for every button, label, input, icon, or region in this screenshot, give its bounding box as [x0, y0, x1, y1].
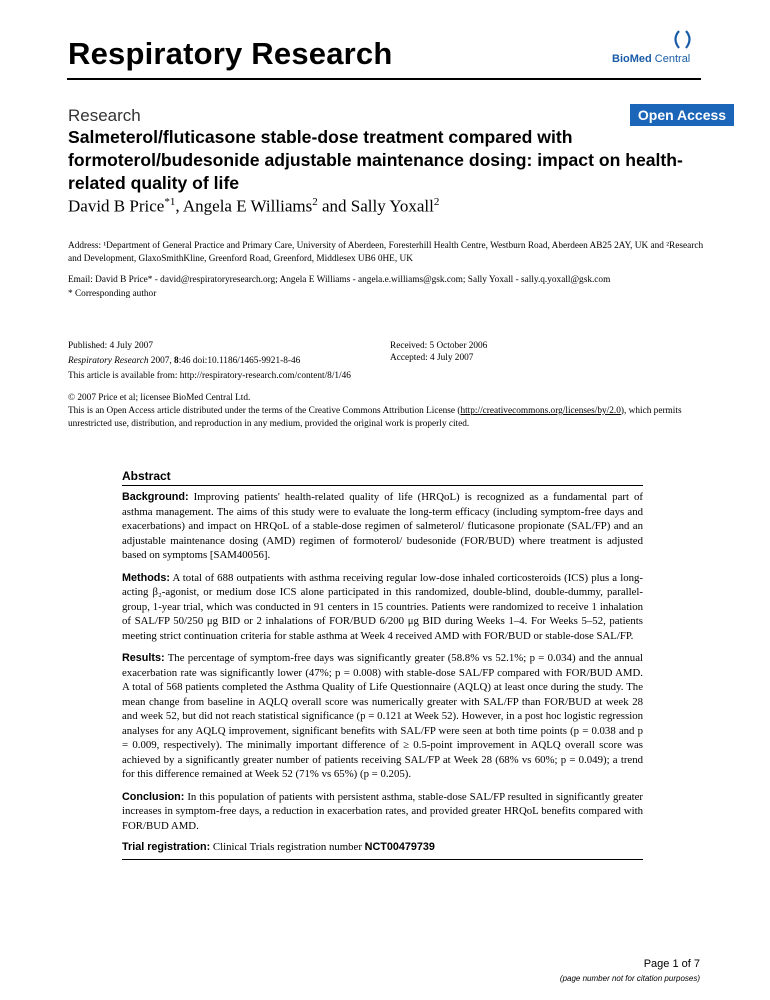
author-name[interactable]: Sally Yoxall — [350, 196, 434, 216]
citation-volume: 8 — [174, 356, 179, 366]
abstract-conclusion — [122, 790, 643, 834]
corresponding-author-note: * Corresponding author — [68, 289, 157, 299]
license-block — [68, 392, 708, 431]
license-text — [68, 405, 708, 431]
license-text-post: ), which permits unrestricted use, distribution, and reproduction in any medium, provided the original work is properly cited. — [68, 406, 682, 429]
author-separator: and — [317, 196, 351, 216]
abstract-background — [122, 490, 643, 563]
publisher-name — [612, 53, 690, 65]
accepted-date: Accepted: 4 July 2007 — [390, 353, 474, 363]
page-number-note: (page number not for citation purposes) — [559, 974, 700, 983]
citation-year: 2007, — [148, 356, 175, 366]
abstract-results — [122, 651, 643, 782]
publisher-biomed: BioMed — [612, 53, 652, 65]
publisher-central: Central — [651, 53, 691, 65]
author-name[interactable]: Angela E Williams — [182, 196, 313, 216]
citation-journal: Respiratory Research — [68, 356, 149, 366]
license-link[interactable]: http://creativecommons.org/licenses/by/2.0 — [460, 406, 621, 416]
masthead-divider — [67, 78, 701, 80]
open-access-badge[interactable]: Open Access — [630, 104, 734, 126]
journal-title: Respiratory Research — [68, 36, 393, 71]
conclusion-label: Conclusion: — [122, 790, 185, 803]
published-date: Published: 4 July 2007 — [68, 341, 153, 351]
methods-text: A total of 688 outpatients with asthma receiving regular low-dose inhaled corticosteroids (ICS) plus a long-acting β₂-agonist, or medium dose ICS alone participated in this randomized, double-blind, double-dummy, parallel-group, 1-year trial, which was conducted in 91 centers in 15 countries. Patients were randomized to receive 1 inhalation of SAL/FP 50/250 μg BID or 2 inhalations of FOR/BUD 6/200 μg BID during Weeks 1–4. For Weeks 5–52, patients meeting strict continuation criteria for stable asthma at Week 4 received AMD with FOR/BUD or stable-dose SAL/FP. — [122, 571, 643, 642]
abstract-bottom-rule — [122, 859, 643, 860]
author-list — [68, 196, 439, 217]
license-text-pre: This is an Open Access article distributed under the terms of the Creative Commons Attribution License ( — [68, 406, 461, 416]
author-emails[interactable]: Email: David B Price* - david@respiratoryresearch.org; Angela E Williams - angela.e.williams@gsk.com; Sally Yoxall - sally.q.yoxall@gsk.com — [68, 275, 611, 285]
author-affiliation-mark: *1 — [164, 196, 176, 208]
page-number: Page 1 of 7 — [643, 958, 700, 970]
methods-label: Methods: — [122, 571, 170, 584]
abstract-methods — [122, 571, 643, 644]
results-label: Results: — [122, 652, 165, 664]
abstract-top-rule — [122, 485, 643, 486]
citation-line — [68, 355, 708, 370]
article-title: Salmeterol/fluticasone stable-dose treatment compared with formoterol/budesonide adjustable maintenance dosing: impact on health-related quality of life — [68, 127, 683, 193]
background-label: Background: — [122, 491, 189, 503]
background-text: Improving patients' health-related quality of life (HRQoL) is recognized as a fundamental part of asthma management. The aims of this study were to evaluate the long-term efficacy (including symptom-free days and exacerbations) and impact on HRQoL of a stable-dose regimen of salmeterol/ fluticasone propionate (SAL/FP) and an adjustable maintenance dosing (AMD) regimen of formoterol/ budesonide (FOR/BUD) where treatment is adjusted based on symptoms [SAM40056]. — [122, 491, 643, 561]
abstract-section — [122, 469, 643, 860]
author-name[interactable]: David B Price — [68, 196, 165, 216]
biomed-central-logo[interactable] — [612, 29, 702, 69]
received-accepted-dates — [390, 340, 487, 364]
author-separator: , — [175, 196, 183, 216]
trial-registration — [122, 841, 643, 853]
author-addresses: Address: ¹Department of General Practice and Primary Care, University of Aberdeen, Foresterhill Health Centre, Westburn Road, Aberdeen AB25 2AY, UK and ²Research and Development, GlaxoSmithKline, Greenford Road, Greenford, Middlesex UB6 0HE, UK — [68, 241, 704, 264]
trial-registration-id[interactable]: NCT00479739 — [364, 841, 435, 853]
article-section-label: Research — [68, 106, 141, 125]
publisher-logo-icon — [670, 29, 698, 51]
author-affiliation-mark: 2 — [433, 196, 440, 208]
trial-registration-label: Trial registration: — [122, 841, 211, 853]
received-date: Received: 5 October 2006 — [390, 341, 488, 351]
abstract-heading: Abstract — [122, 469, 171, 483]
trial-registration-text: Clinical Trials registration number — [210, 841, 365, 853]
author-affiliation-mark: 2 — [312, 196, 318, 208]
article-availability[interactable]: This article is available from: http://respiratory-research.com/content/8/1/46 — [68, 371, 351, 381]
publication-info — [68, 340, 708, 385]
results-text: The percentage of symptom-free days was significantly greater (58.8% vs 52.1%; p = 0.034) and the annual exacerbation rate was significantly lower (47%; p = 0.008) with stable-dose SAL/FP compared with FOR/BUD AMD. A total of 568 patients completed the Asthma Quality of Life Questionnaire (AQLQ) at least once during the study. The mean change from baseline in AQLQ overall score was numerically greater with SAL/FP than FOR/BUD at week 28 and week 52, but did not reach statistical significance (p = 0.121 at Week 52). However, in a post hoc logistic regression analyses for any AQLQ improvement, significant benefits with SAL/FP were seen at both time points (p = 0.038 and p = 0.009, respectively). The minimally important difference of ≥ 0.5-point improvement in AQLQ overall score was achieved by a significantly greater number of patients receiving SAL/FP at Week 28 (68% vs 60%; p = 0.049); a trend for this difference remained at Week 52 (71% vs 65%) (p = 0.205). — [122, 652, 643, 780]
copyright-line: © 2007 Price et al; licensee BioMed Central Ltd. — [68, 393, 251, 403]
conclusion-text: In this population of patients with persistent asthma, stable-dose SAL/FP resulted in significantly greater increases in symptom-free days, a reduction in exacerbation rates, and provided greater HRQoL benefits compared with FOR/BUD AMD. — [122, 790, 643, 832]
citation-doi[interactable]: :46 doi:10.1186/1465-9921-8-46 — [178, 356, 301, 366]
